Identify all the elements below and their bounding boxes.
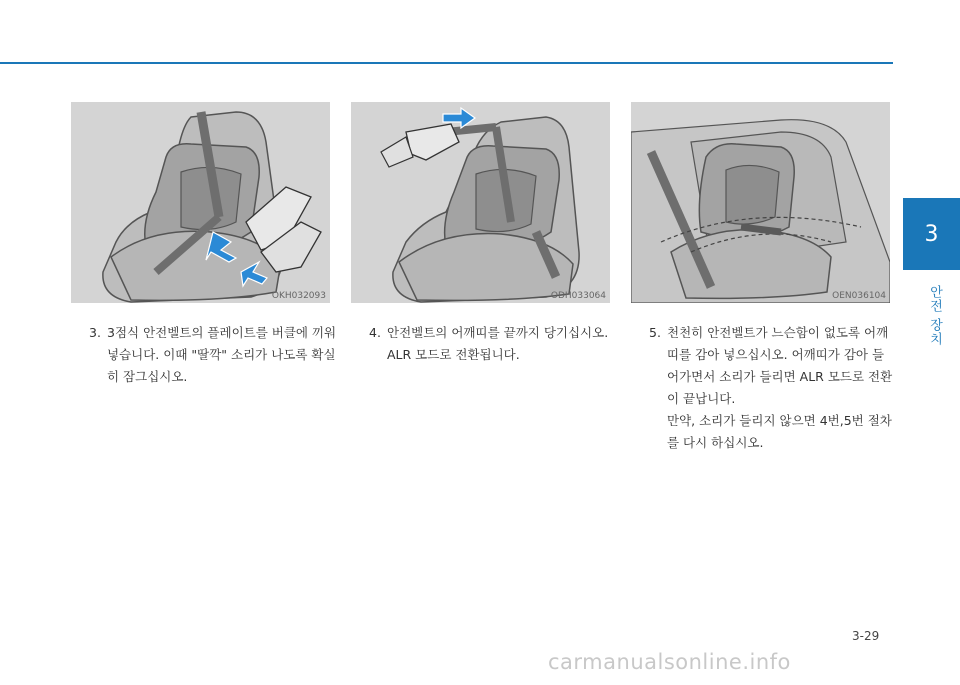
step-text: 천천히 안전벨트가 느슨함이 없도록 어깨띠를 감아 넣으십시오. 어깨띠가 감아 들어가면서 소리가 들리면 ALR 모드로 전환이 끝납니다. <box>667 325 893 406</box>
retract-belt-illustration <box>631 102 890 303</box>
figure-code: OEN036104 <box>832 291 886 301</box>
figure-code: ODH033064 <box>550 291 606 301</box>
step-note: 만약, 소리가 들리지 않으면 4번,5번 절차를 다시 하십시오. <box>667 413 892 450</box>
page-number: 3-29 <box>852 629 880 643</box>
pull-belt-illustration <box>351 102 610 303</box>
step-5 <box>649 322 893 454</box>
step-number: 3. <box>89 325 101 340</box>
figure-retract-belt <box>631 102 890 303</box>
step-text: 안전벨트의 어깨띠를 끝까지 당기십시오. ALR 모드로 전환됩니다. <box>387 325 609 362</box>
chapter-number: 3 <box>924 221 939 247</box>
figure-code: OKH032093 <box>271 291 326 301</box>
step-text: 3점식 안전벨트의 플레이트를 버클에 끼워 넣습니다. 이때 "딸깍" 소리가 나도록 확실히 잠그십시오. <box>107 325 337 384</box>
figure-pull-shoulder-belt <box>351 102 610 303</box>
watermark: carmanualsonline.info <box>548 650 791 674</box>
chapter-title: 안전 장치 <box>927 285 942 347</box>
step-number: 4. <box>369 325 381 340</box>
step-3 <box>89 322 337 388</box>
chapter-tab[interactable] <box>903 198 960 270</box>
step-number: 5. <box>649 325 661 340</box>
top-rule <box>0 62 893 64</box>
figure-buckle-plate <box>71 102 330 303</box>
step-4 <box>369 322 617 366</box>
child-seat-buckle-illustration <box>71 102 330 303</box>
